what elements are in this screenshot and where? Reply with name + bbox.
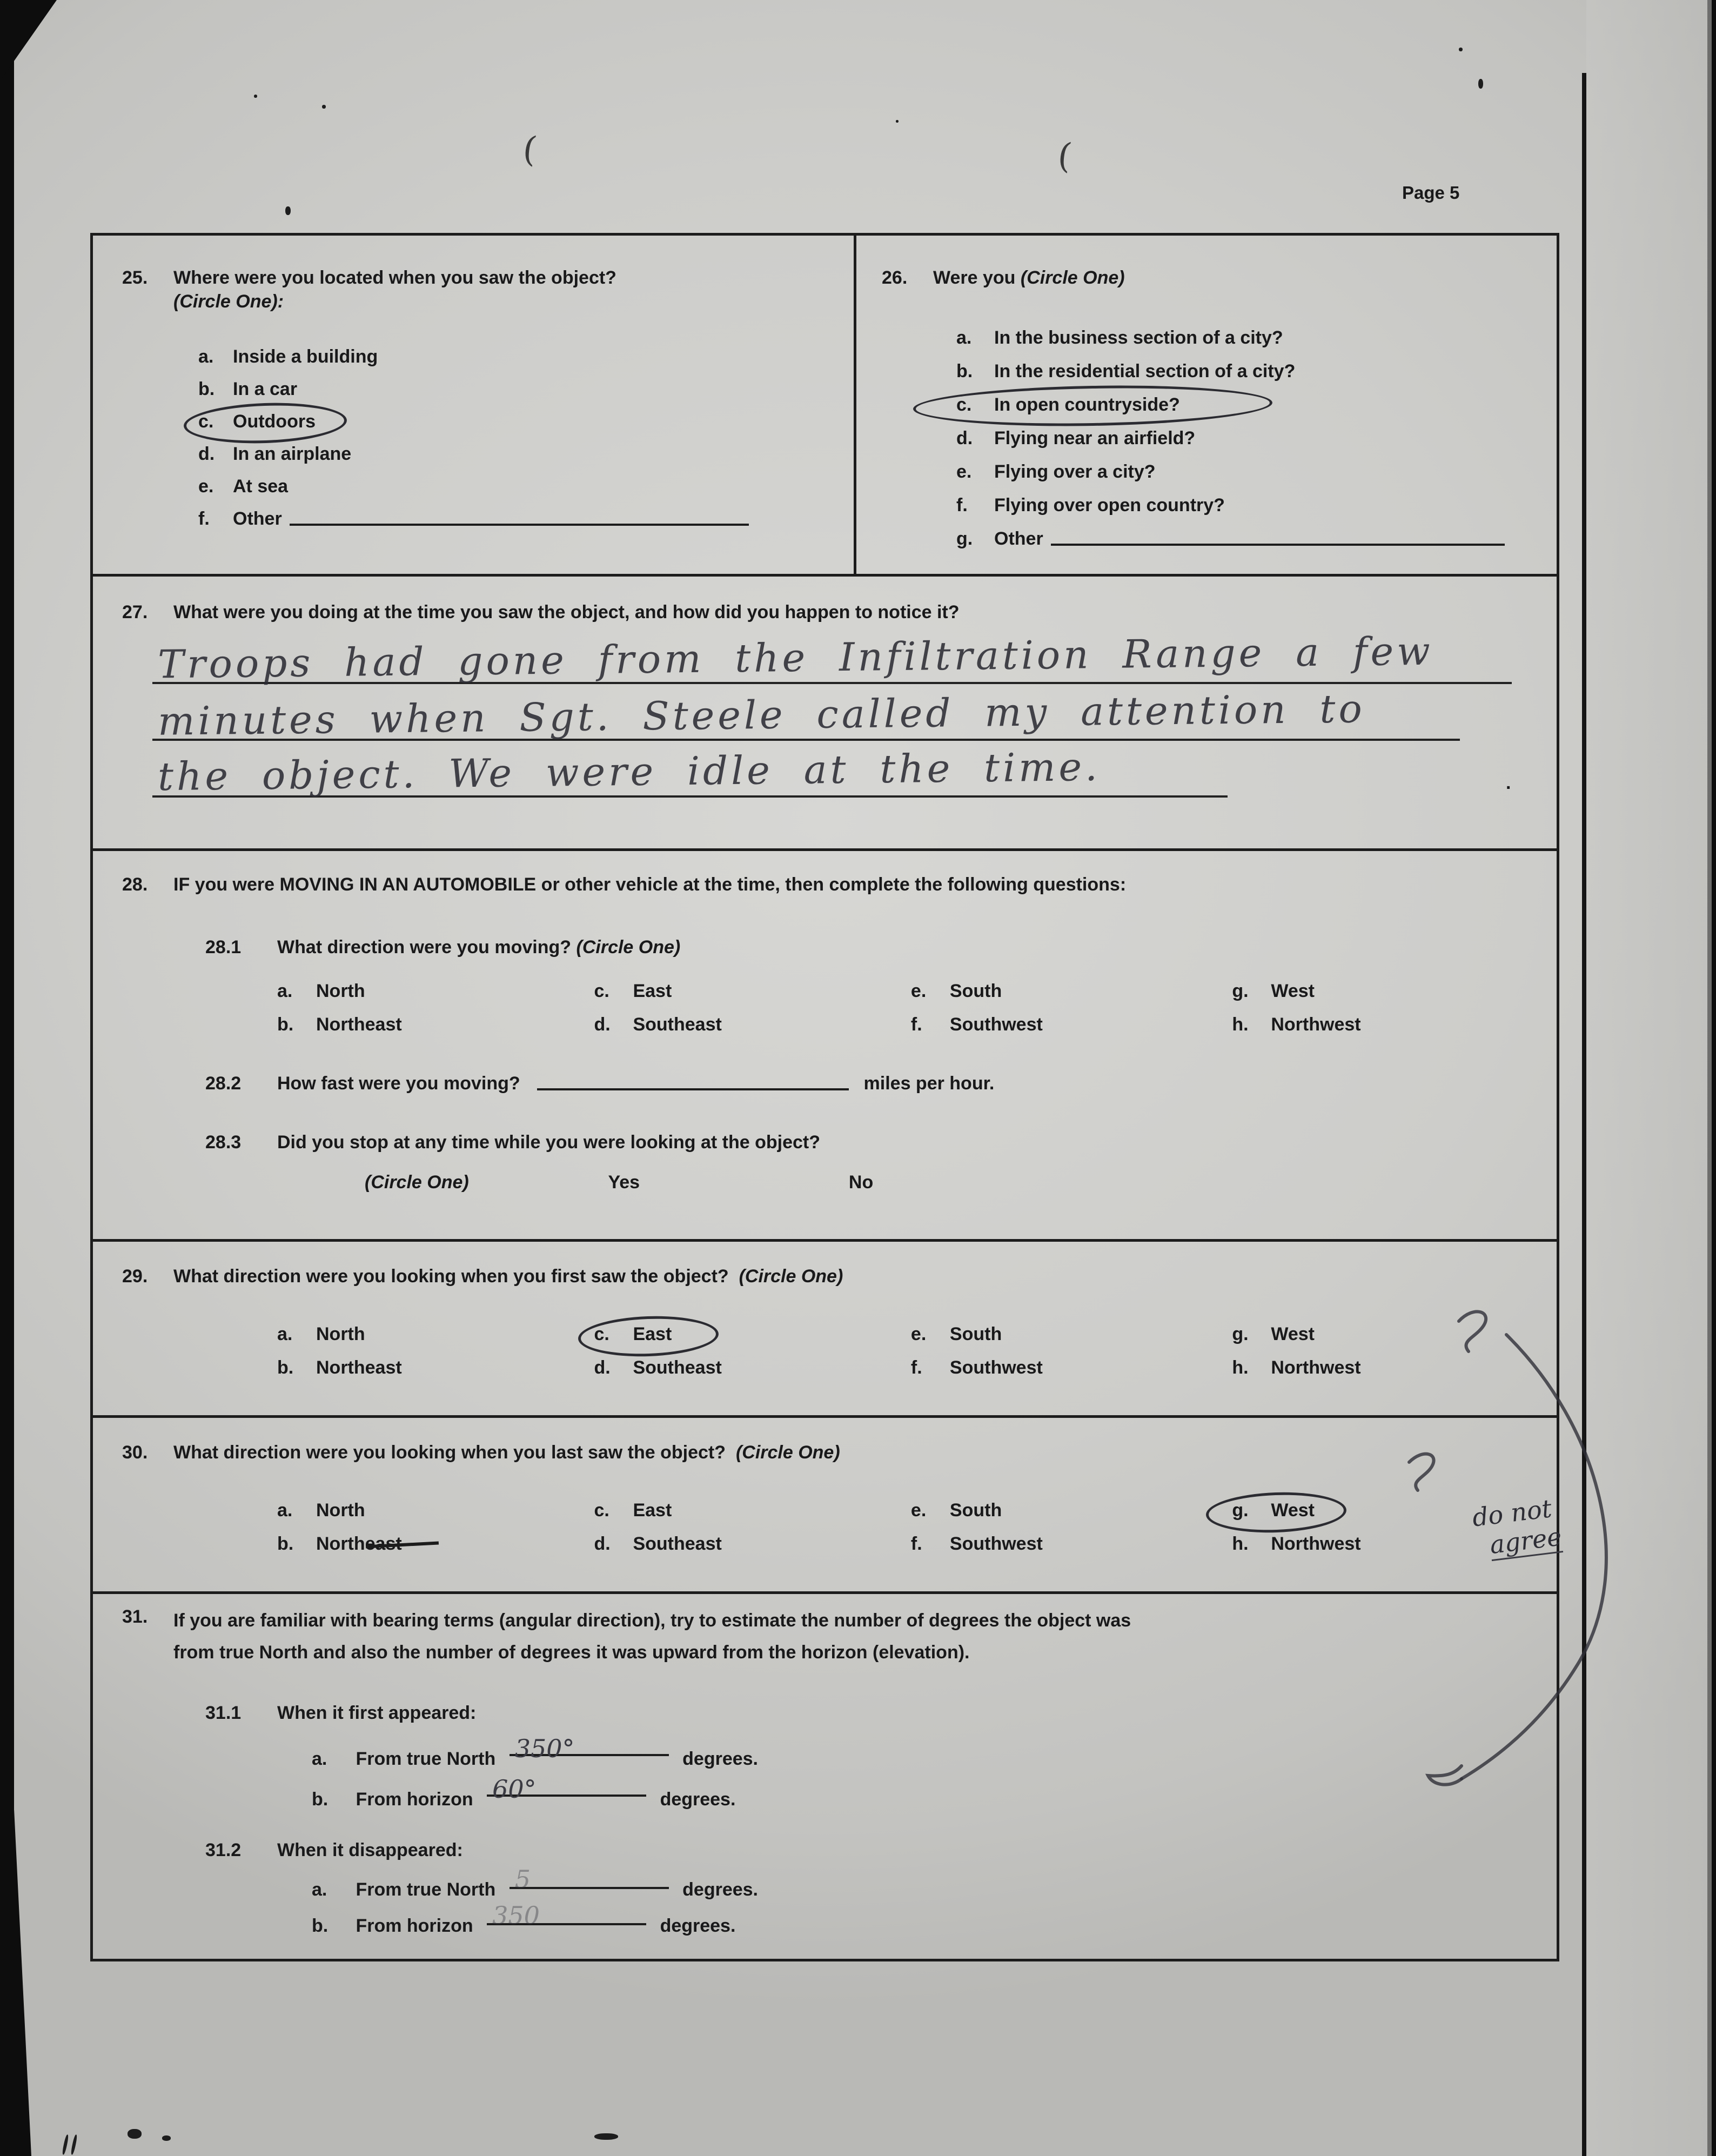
option-label: Flying over open country? [994,495,1225,516]
q30-option-e [911,1494,1227,1527]
q31-1-number: 31.1 [205,1703,242,1723]
q31-1a-blank [510,1734,669,1764]
option-label: East [633,1500,672,1521]
q26-title: Were you [933,267,1016,288]
q28-3-option-yes: Yes [608,1171,640,1193]
handwritten-degrees-last-horizon: 350 [492,1901,540,1931]
scan-speck [128,2129,142,2139]
q28-1-direction-grid [277,974,1557,1041]
option-letter: b. [956,361,973,382]
q30-option-h [1232,1527,1360,1561]
scan-speck [62,2134,69,2155]
q25-option-a [198,340,854,373]
form-outer-box [90,233,1559,1961]
q25-number: 25. [122,267,148,288]
scan-right-gutter [1586,0,1712,2156]
option-label: West [1271,1500,1315,1521]
question-28-3 [205,1130,1557,1154]
option-letter: e. [198,476,214,497]
question-25 [93,236,854,574]
option-letter: b. [312,1789,329,1810]
q28-2-suffix: miles per hour. [863,1073,995,1094]
q29-option-a [277,1317,589,1351]
option-label: North [316,1324,365,1345]
q28-1-title: What direction were you moving? [277,937,572,958]
q31-1-row-a [312,1734,1557,1778]
option-label: Outdoors [233,411,316,432]
scan-speck [896,120,899,123]
handwritten-answer-line-1: Troops had gone from the Infiltration Range a few [157,628,1434,687]
scan-speck [162,2135,171,2141]
scan-speck [1478,79,1483,89]
option-label: At sea [233,476,289,497]
q28-title: IF you were MOVING IN AN AUTOMOBILE or other vehicle at the time, then complete the following questions: [173,874,1127,895]
q29-circle-one-label: (Circle One) [739,1266,843,1287]
question-31-2 [205,1838,1557,1862]
option-letter: f. [198,508,210,530]
q26-options [956,321,1557,555]
q31-1a-prompt: From true North [356,1749,496,1770]
section-q30 [93,1418,1557,1594]
q28-2-prompt: How fast were you moving? [277,1073,520,1094]
q26-other-blank [1051,527,1505,546]
q30-number: 30. [122,1442,148,1463]
section-q27 [93,577,1557,851]
stray-pen-mark: ( [520,129,539,171]
option-letter: c. [956,394,972,416]
q29-direction-grid [277,1317,1557,1384]
option-letter: g. [1232,1324,1249,1345]
q31-1a-suffix: degrees. [682,1749,758,1770]
option-label: Southwest [949,1014,1043,1035]
option-label: Flying near an airfield? [994,428,1196,449]
q30-circle-one-label: (Circle One) [735,1442,840,1463]
q28-3-option-no: No [848,1171,874,1193]
q28-1-option-c [594,974,906,1008]
q30-option-d [594,1527,906,1561]
q25-option-f [198,503,854,535]
option-label: West [1271,981,1315,1002]
q28-1-option-a [277,974,589,1008]
option-label: North [316,981,365,1002]
q31-2b-blank [487,1901,646,1931]
q26-circle-one-label: (Circle One) [1020,267,1125,288]
section-q25-q26 [93,236,1557,577]
q31-2b-prompt: From horizon [356,1916,473,1937]
q27-title: What were you doing at the time you saw the object, and how did you happen to notice it? [173,602,960,622]
q30-option-c [594,1494,906,1527]
q30-title: What direction were you looking when you last saw the object? [173,1442,726,1463]
q27-line-end-period: . [1506,773,1511,793]
scan-edge-left-bottom [0,1810,31,2156]
do-not-agree-annotation [1471,1493,1564,1563]
section-q31 [93,1594,1557,1959]
option-label: In the business section of a city? [994,327,1283,349]
scan-speck [322,105,326,109]
handwritten-answer-line-2: minutes when Sgt. Steele called my attention to [157,686,1366,744]
q25-other-blank [290,507,749,526]
option-letter: e. [910,981,927,1002]
q28-2-speed-blank [537,1072,849,1090]
q30-option-a [277,1494,589,1527]
q26-option-a [956,321,1557,354]
q30-option-f [911,1527,1227,1561]
q28-1-number: 28.1 [205,937,242,958]
q31-2-title: When it disappeared: [277,1840,463,1861]
scan-vertical-line [1582,73,1586,2156]
option-label: South [949,1500,1002,1521]
scan-speck [1459,48,1463,51]
q28-1-option-f [911,1008,1227,1041]
option-letter: c. [594,981,609,1002]
option-letter: g. [1232,981,1249,1002]
option-label: In an airplane [233,444,352,465]
question-28-2 [205,1072,1557,1095]
scan-speck [70,2134,78,2155]
section-q28 [93,851,1557,1242]
option-label: Flying over a city? [994,461,1156,483]
q31-title-block [173,1605,1131,1669]
option-letter: d. [594,1357,611,1378]
scan-speck [594,2133,618,2140]
q26-option-g [956,522,1557,555]
annotation-line-1: do not [1470,1494,1553,1532]
option-letter: a. [312,1749,327,1770]
q28-1-circle-one-label: (Circle One) [576,937,681,958]
option-label: North [316,1500,365,1521]
q28-1-option-g [1232,974,1315,1008]
option-label: In a car [233,379,298,400]
q28-1-option-e [911,974,1227,1008]
q30-direction-grid [277,1494,1557,1561]
option-letter: h. [1232,1357,1249,1378]
q25-option-d [198,438,854,470]
page-number-label: Page 5 [1402,183,1460,203]
option-letter: b. [277,1357,294,1378]
option-letter: f. [910,1014,922,1035]
option-letter: a. [277,1324,293,1345]
scan-speck [254,95,257,98]
q28-3-answer-row [365,1170,1557,1194]
option-letter: h. [1232,1014,1249,1035]
option-letter: b. [277,1014,294,1035]
q25-option-b [198,373,854,405]
q31-2-number: 31.2 [205,1840,242,1861]
option-label: South [949,1324,1002,1345]
option-label: Inside a building [233,346,378,367]
q29-option-f [911,1351,1227,1384]
option-label: In the residential section of a city? [994,361,1296,382]
q31-2-row-b [312,1901,1557,1943]
q25-title: Where were you located when you saw the object? [173,267,616,288]
option-letter: d. [956,428,973,449]
option-letter: a. [277,1500,293,1521]
q29-number: 29. [122,1266,148,1287]
q25-circle-one-label: (Circle One): [173,291,284,312]
option-label: Northeast [316,1534,402,1555]
q28-3-number: 28.3 [205,1131,242,1153]
option-letter: f. [910,1357,922,1378]
q31-2b-suffix: degrees. [660,1916,736,1937]
q29-title: What direction were you looking when you first saw the object? [173,1266,729,1287]
option-letter: e. [910,1324,927,1345]
option-label: Southeast [633,1357,722,1378]
option-letter: e. [910,1500,927,1521]
option-label: Northwest [1271,1357,1361,1378]
q31-2a-blank [510,1865,669,1894]
q25-title-block [173,266,616,313]
q31-number: 31. [122,1606,148,1627]
option-letter: b. [277,1534,294,1555]
scan-speck [285,206,291,215]
stray-pen-mark: ( [1055,135,1074,177]
q31-1b-suffix: degrees. [660,1789,736,1810]
option-label: Southwest [949,1534,1043,1555]
q28-1-option-d [594,1008,906,1041]
option-letter: a. [198,346,214,367]
question-28-1 [205,935,1557,959]
q26-option-f [956,488,1557,522]
annotation-line-2: agree [1488,1522,1563,1561]
q29-option-e [911,1317,1227,1351]
scan-edge-left-top [0,0,57,81]
option-label: West [1271,1324,1315,1345]
q31-1b-blank [487,1775,646,1804]
option-letter: h. [1232,1534,1249,1555]
option-label: Other [994,528,1043,550]
q31-2a-prompt: From true North [356,1879,496,1900]
option-letter: f. [910,1534,922,1555]
option-letter: g. [956,528,973,550]
q29-option-b [277,1351,589,1384]
option-label: Southeast [633,1534,722,1555]
q31-1-row-b [312,1775,1557,1819]
option-label: In open countryside? [994,394,1180,416]
question-26 [854,236,1557,574]
option-letter: e. [956,461,972,483]
q28-3-prompt: Did you stop at any time while you were looking at the object? [277,1131,821,1153]
option-label: Southeast [633,1014,722,1035]
q27-number: 27. [122,602,148,622]
option-label: Northeast [316,1014,402,1035]
q31-1b-prompt: From horizon [356,1789,473,1810]
handwritten-degrees-last-north: 5 [514,1865,531,1894]
q31-title-line-2: from true North and also the number of degrees it was upward from the horizon (elevation). [173,1642,970,1663]
option-letter: a. [956,327,972,349]
q28-number: 28. [122,874,148,895]
q31-1-title: When it first appeared: [277,1703,477,1723]
option-label: East [633,1324,672,1345]
q31-title-line-1: If you are familiar with bearing terms (angular direction), try to estimate the number of degrees the object was [173,1610,1131,1631]
option-letter: c. [594,1500,609,1521]
q29-option-h [1232,1351,1360,1384]
section-q29 [93,1242,1557,1418]
option-label: Northwest [1271,1534,1361,1555]
option-letter: d. [594,1534,611,1555]
option-letter: c. [594,1324,609,1345]
q26-option-b [956,354,1557,388]
option-letter: b. [312,1916,329,1937]
option-label: Southwest [949,1357,1043,1378]
q28-1-option-h [1232,1008,1360,1041]
q28-1-option-b [277,1008,589,1041]
q26-number: 26. [882,267,908,288]
option-letter: g. [1232,1500,1249,1521]
option-label: South [949,981,1002,1002]
option-label: East [633,981,672,1002]
q28-3-circle-one-label: (Circle One) [365,1171,469,1193]
option-letter: a. [277,981,293,1002]
option-label: Northwest [1271,1014,1361,1035]
option-letter: a. [312,1879,327,1900]
q26-title-block [933,266,1125,290]
q28-2-number: 28.2 [205,1073,242,1094]
option-letter: d. [594,1014,611,1035]
handwritten-degrees-first-north: 350° [514,1734,575,1764]
q25-option-e [198,470,854,503]
option-label: Other [233,508,282,530]
q31-2a-suffix: degrees. [682,1879,758,1900]
q29-option-g [1232,1317,1315,1351]
question-31-1 [205,1701,1557,1725]
option-letter: b. [198,379,215,400]
q26-option-e [956,455,1557,488]
option-letter: f. [956,495,968,516]
option-letter: c. [198,411,214,432]
handwritten-degrees-first-horizon: 60° [492,1775,537,1804]
q26-option-d [956,421,1557,455]
option-letter: d. [198,444,215,465]
handwritten-answer-line-3: the object. We were idle at the time. [157,744,1101,800]
option-label: Northeast [316,1357,402,1378]
